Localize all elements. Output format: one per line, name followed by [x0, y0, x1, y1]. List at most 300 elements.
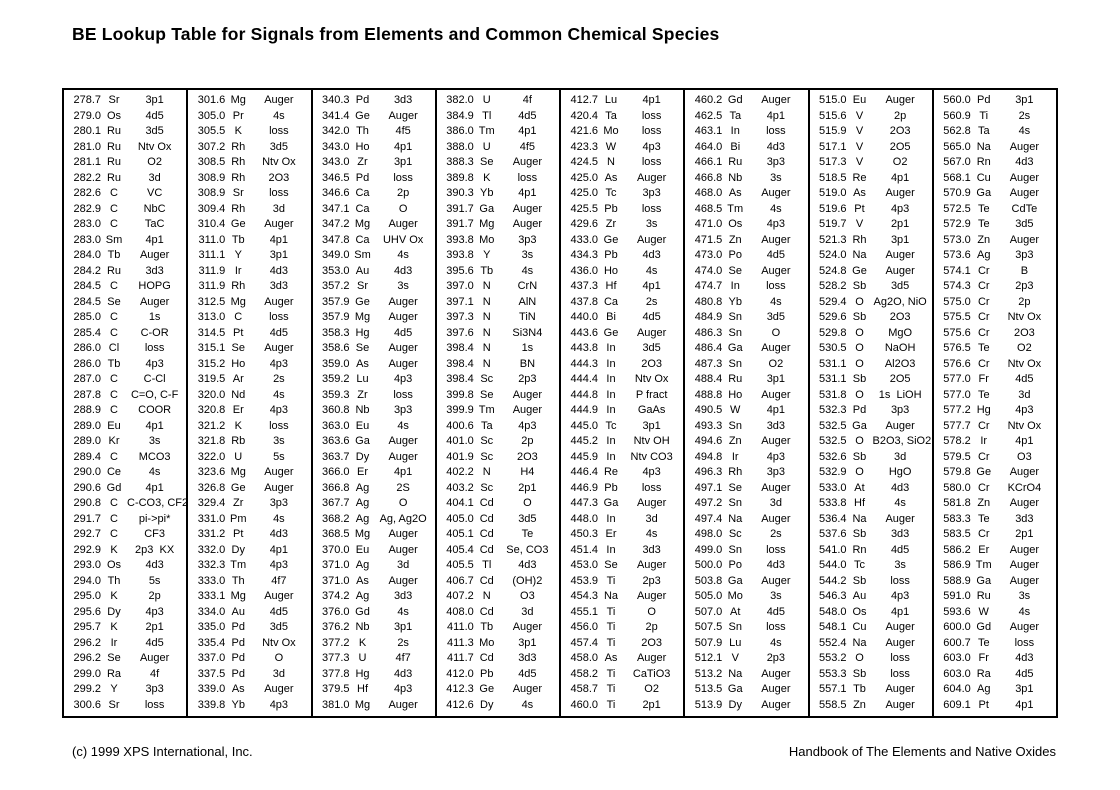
table-column-4 — [437, 90, 561, 716]
signal-label: 3d — [397, 559, 410, 572]
table-row — [314, 620, 434, 635]
copyright-text: (c) 1999 XPS International, Inc. — [72, 744, 253, 759]
element-symbol: Os — [728, 218, 743, 231]
element-symbol: Se — [107, 295, 121, 308]
table-row — [65, 248, 185, 263]
element-symbol: O — [855, 357, 864, 370]
be-value: 377.8 — [321, 667, 350, 680]
table-row — [562, 558, 682, 573]
element-symbol: Nd — [231, 388, 246, 401]
table-row — [562, 496, 682, 511]
page-title: BE Lookup Table for Signals from Elements and Common Chemical Species — [72, 24, 720, 44]
be-value: 282.9 — [73, 202, 101, 215]
element-symbol: Ga — [976, 574, 992, 587]
be-value: 296.2 — [73, 652, 101, 665]
table-row — [811, 326, 931, 341]
signal-label: Auger — [636, 652, 667, 665]
element-symbol: Te — [977, 218, 990, 231]
signal-label: loss — [393, 388, 413, 401]
signal-label: Auger — [264, 590, 294, 603]
be-value: 406.7 — [446, 574, 474, 587]
table-row — [686, 93, 806, 108]
element-symbol: Cr — [977, 419, 990, 432]
signal-label: 3s — [148, 435, 161, 448]
element-symbol: Ca — [355, 233, 370, 246]
element-symbol: Ga — [479, 202, 495, 215]
table-row — [686, 279, 806, 294]
signal-label: 4p3 — [766, 218, 786, 231]
signal-label: 2O3 — [268, 171, 290, 184]
signal-label: O3 — [1017, 450, 1032, 463]
table-row — [562, 543, 682, 558]
signal-label: 3s — [645, 218, 658, 231]
table-row — [811, 574, 931, 589]
element-symbol: Pt — [233, 528, 244, 541]
table-row — [438, 667, 558, 682]
table-row — [314, 574, 434, 589]
be-value: 463.1 — [694, 125, 723, 138]
signal-label: 3d3 — [1015, 512, 1034, 525]
table-row — [935, 341, 1055, 356]
element-symbol: O — [855, 326, 864, 339]
element-symbol: Se — [728, 481, 742, 494]
element-symbol: Mo — [727, 590, 743, 603]
element-symbol: Pt — [854, 202, 865, 215]
element-symbol: Ca — [355, 202, 370, 215]
table-row — [314, 434, 434, 449]
be-value: 315.1 — [197, 342, 226, 355]
element-symbol: N — [482, 342, 491, 355]
signal-label: Auger — [512, 683, 543, 696]
signal-label: 3s — [894, 559, 906, 572]
be-value: 412.3 — [446, 683, 474, 696]
signal-label: Auger — [761, 698, 791, 711]
table-row — [314, 388, 434, 403]
table-row — [438, 698, 558, 713]
be-value: 562.8 — [943, 125, 971, 138]
signal-label: 3s — [1018, 590, 1031, 603]
table-row — [562, 434, 682, 449]
element-symbol: Gd — [355, 605, 370, 618]
signal-label: AlN — [518, 295, 537, 308]
be-value: 346.6 — [321, 187, 350, 200]
be-value: 353.0 — [321, 264, 350, 277]
signal-label: Auger — [636, 326, 667, 339]
be-value: 343.0 — [321, 156, 350, 169]
be-value: 371.0 — [321, 574, 350, 587]
signal-label: 3p1 — [269, 249, 289, 262]
signal-label: Ntv Ox — [634, 373, 669, 386]
signal-label: 3d3 — [145, 264, 164, 277]
element-symbol: Ir — [731, 450, 739, 463]
signal-label: 4s — [148, 466, 161, 479]
be-value: 357.9 — [321, 295, 350, 308]
be-value: 447.3 — [570, 497, 598, 510]
table-row — [438, 465, 558, 480]
table-row — [438, 682, 558, 697]
table-row — [65, 682, 185, 697]
element-symbol: Ag — [355, 559, 370, 572]
element-symbol: O — [855, 342, 864, 355]
signal-label: 2O5 — [889, 373, 911, 386]
element-symbol: Ge — [355, 295, 370, 308]
table-row — [686, 202, 806, 217]
be-value: 331.2 — [197, 528, 226, 541]
be-value: 558.5 — [818, 698, 847, 711]
signal-label: H4 — [520, 466, 535, 479]
signal-label: Auger — [761, 574, 791, 587]
be-value: 443.6 — [570, 326, 598, 339]
table-row — [189, 419, 309, 434]
be-value: 513.9 — [694, 698, 723, 711]
be-value: 567.0 — [943, 156, 971, 169]
table-row — [811, 217, 931, 232]
signal-label: O3 — [520, 590, 535, 603]
signal-label: Ntv CO3 — [630, 450, 673, 463]
signal-label: 4p3 — [642, 140, 661, 153]
element-symbol: Kr — [108, 435, 120, 448]
table-row — [189, 527, 309, 542]
signal-label: loss — [641, 109, 662, 122]
signal-label: 4p1 — [766, 404, 786, 417]
signal-label: 4s — [397, 419, 409, 432]
be-value: 337.0 — [197, 652, 226, 665]
be-value: 577.2 — [943, 404, 971, 417]
signal-label: Auger — [139, 295, 170, 308]
be-value: 487.3 — [694, 357, 723, 370]
signal-label: 4p1 — [642, 280, 661, 293]
element-symbol: C — [110, 187, 118, 200]
signal-label: loss — [269, 187, 289, 200]
signal-label: Ntv Ox — [1007, 357, 1042, 370]
be-value: 576.5 — [943, 342, 971, 355]
table-row — [314, 310, 434, 325]
element-symbol: Ho — [231, 357, 246, 370]
table-row — [562, 388, 682, 403]
be-value: 397.0 — [446, 280, 474, 293]
be-value: 299.2 — [73, 683, 101, 696]
element-symbol: Sm — [105, 233, 123, 246]
be-value: 443.8 — [570, 342, 598, 355]
element-symbol: Sn — [728, 621, 742, 634]
be-value: 531.1 — [818, 373, 847, 386]
element-symbol: Cr — [977, 528, 990, 541]
element-symbol: C — [110, 497, 118, 510]
element-symbol: Tc — [605, 419, 617, 432]
be-value: 425.0 — [570, 171, 598, 184]
element-symbol: C — [110, 280, 118, 293]
table-row — [314, 202, 434, 217]
element-symbol: Yb — [480, 187, 494, 200]
element-symbol: Ir — [980, 435, 988, 448]
element-symbol: Cr — [977, 280, 990, 293]
signal-label: Auger — [512, 404, 543, 417]
be-value: 283.0 — [73, 218, 101, 231]
be-value: 357.9 — [321, 311, 350, 324]
be-value: 308.9 — [197, 187, 226, 200]
signal-label: Se, CO3 — [506, 543, 549, 556]
element-symbol: Pd — [355, 171, 370, 184]
element-symbol: K — [110, 543, 118, 556]
table-row — [811, 357, 931, 372]
signal-label: 3d5 — [766, 311, 786, 324]
element-symbol: Ru — [106, 125, 122, 138]
signal-label: 3s — [397, 280, 409, 293]
signal-label: loss — [1014, 636, 1035, 649]
be-value: 512.1 — [694, 652, 723, 665]
element-symbol: Cu — [852, 621, 867, 634]
element-symbol: Se — [604, 559, 618, 572]
element-symbol: Po — [728, 559, 742, 572]
signal-label: Auger — [1009, 171, 1040, 184]
element-symbol: Hg — [355, 326, 370, 339]
be-value: 321.8 — [197, 435, 226, 448]
be-value: 421.6 — [570, 125, 598, 138]
signal-label: GaAs — [637, 404, 666, 417]
element-symbol: Pr — [232, 109, 244, 122]
be-value: 284.5 — [73, 295, 101, 308]
be-value: 391.7 — [446, 202, 474, 215]
element-symbol: Rh — [231, 140, 246, 153]
be-value: 486.3 — [694, 326, 723, 339]
signal-label: Auger — [885, 419, 915, 432]
be-value: 578.2 — [943, 435, 971, 448]
table-row — [811, 682, 931, 697]
signal-label: Auger — [636, 233, 667, 246]
table-row — [686, 636, 806, 651]
element-symbol: N — [482, 326, 491, 339]
table-row — [438, 620, 558, 635]
signal-label: 3p1 — [890, 233, 910, 246]
be-value: 494.6 — [694, 435, 723, 448]
table-row — [189, 543, 309, 558]
element-symbol: Tm — [478, 404, 495, 417]
table-row — [65, 217, 185, 232]
element-symbol: V — [855, 156, 864, 169]
element-symbol: Tb — [107, 357, 121, 370]
element-symbol: Er — [978, 543, 990, 556]
be-value: 456.0 — [570, 621, 598, 634]
element-symbol: Mg — [230, 295, 246, 308]
be-value: 284.5 — [73, 280, 101, 293]
element-symbol: Ta — [729, 109, 742, 122]
be-value: 370.0 — [321, 543, 350, 556]
signal-label: Auger — [512, 621, 543, 634]
be-value: 287.8 — [73, 388, 101, 401]
be-value: 603.0 — [943, 667, 971, 680]
element-symbol: Sn — [728, 497, 742, 510]
be-value: 281.0 — [73, 140, 101, 153]
be-value: 460.2 — [694, 94, 723, 107]
table-row — [314, 512, 434, 527]
table-row — [438, 310, 558, 325]
be-value: 473.0 — [694, 249, 723, 262]
table-column-2 — [188, 90, 312, 716]
table-row — [314, 217, 434, 232]
element-symbol: Tb — [107, 249, 121, 262]
signal-label: 4p1 — [642, 94, 661, 107]
element-symbol: Sn — [728, 311, 742, 324]
element-symbol: Te — [977, 342, 990, 355]
table-row — [189, 481, 309, 496]
table-row — [189, 217, 309, 232]
element-symbol: Sb — [852, 450, 867, 463]
be-value: 308.5 — [197, 156, 226, 169]
table-row — [189, 558, 309, 573]
table-row — [935, 481, 1055, 496]
table-row — [65, 465, 185, 480]
signal-label: Auger — [388, 311, 418, 324]
element-symbol: Rh — [231, 202, 246, 215]
be-value: 405.4 — [446, 543, 474, 556]
signal-label: O — [771, 326, 781, 339]
table-row — [562, 186, 682, 201]
element-symbol: V — [855, 218, 864, 231]
be-value: 358.3 — [321, 326, 350, 339]
signal-label: Auger — [761, 94, 791, 107]
be-value: 560.9 — [943, 109, 971, 122]
signal-label: O2 — [1017, 342, 1032, 355]
signal-label: 2p — [1018, 295, 1031, 308]
element-symbol: Sm — [354, 249, 371, 262]
table-column-1 — [64, 90, 188, 716]
element-symbol: Tc — [854, 559, 865, 572]
table-row — [438, 341, 558, 356]
table-row — [438, 264, 558, 279]
be-value: 457.4 — [570, 636, 598, 649]
signal-label: 3s — [273, 435, 285, 448]
be-value: 321.2 — [197, 419, 226, 432]
table-row — [811, 496, 931, 511]
table-row — [314, 527, 434, 542]
signal-label: 4p1 — [145, 481, 164, 494]
table-row — [562, 155, 682, 170]
be-value: 288.9 — [73, 404, 101, 417]
signal-label: BN — [519, 357, 536, 370]
signal-label: 4d5 — [1015, 667, 1034, 680]
be-value: 332.0 — [197, 543, 226, 556]
table-row — [811, 419, 931, 434]
be-value: 377.3 — [321, 652, 350, 665]
element-symbol: Ru — [106, 140, 122, 153]
table-row — [189, 496, 309, 511]
be-value: 436.0 — [570, 264, 598, 277]
signal-label: 4d5 — [518, 109, 537, 122]
table-row — [438, 140, 558, 155]
signal-label: O2 — [892, 156, 908, 169]
element-symbol: Tc — [605, 187, 617, 200]
signal-label: 4s — [645, 528, 658, 541]
element-symbol: Yb — [231, 698, 245, 711]
element-symbol: Er — [357, 466, 368, 479]
element-symbol: C — [110, 373, 118, 386]
signal-label: Auger — [761, 667, 791, 680]
be-value: 576.6 — [943, 357, 971, 370]
table-row — [314, 109, 434, 124]
signal-label: 3p3 — [393, 404, 413, 417]
be-value: 488.4 — [694, 373, 723, 386]
table-row — [686, 512, 806, 527]
be-value: 557.1 — [818, 683, 847, 696]
element-symbol: Th — [231, 574, 245, 587]
be-value: 488.8 — [694, 388, 723, 401]
element-symbol: Pd — [231, 636, 245, 649]
table-row — [314, 465, 434, 480]
signal-label: Auger — [264, 94, 294, 107]
element-symbol: As — [604, 171, 618, 184]
table-column-3 — [313, 90, 437, 716]
signal-label: Te — [521, 528, 534, 541]
table-row — [686, 465, 806, 480]
table-row — [686, 620, 806, 635]
signal-label: 4d5 — [145, 636, 164, 649]
be-value: 305.0 — [197, 109, 226, 122]
table-row — [65, 233, 185, 248]
table-row — [65, 341, 185, 356]
element-symbol: N — [482, 311, 491, 324]
signal-label: Ntv Ox — [137, 140, 172, 153]
signal-label: 4s — [273, 512, 285, 525]
table-row — [562, 698, 682, 713]
table-row — [935, 605, 1055, 620]
element-symbol: Tm — [478, 125, 495, 138]
be-value: 399.8 — [446, 388, 474, 401]
be-value: 335.0 — [197, 621, 226, 634]
element-symbol: Sc — [480, 435, 494, 448]
table-row — [314, 450, 434, 465]
element-symbol: Zr — [605, 218, 617, 231]
element-symbol: Ge — [230, 481, 246, 494]
table-row — [811, 155, 931, 170]
table-row — [935, 682, 1055, 697]
table-row — [562, 217, 682, 232]
be-value: 346.5 — [321, 171, 350, 184]
element-symbol: Sr — [232, 187, 244, 200]
be-value: 444.8 — [570, 388, 598, 401]
element-symbol: Hf — [605, 280, 617, 293]
be-value: 281.1 — [73, 156, 101, 169]
signal-label: Auger — [388, 574, 418, 587]
table-row — [562, 326, 682, 341]
be-value: 376.0 — [321, 605, 350, 618]
table-row — [686, 698, 806, 713]
table-row — [935, 388, 1055, 403]
be-value: 331.0 — [197, 512, 226, 525]
table-row — [686, 667, 806, 682]
table-row — [562, 202, 682, 217]
element-symbol: Mo — [603, 125, 619, 138]
table-row — [438, 295, 558, 310]
be-value: 284.0 — [73, 249, 101, 262]
be-value: 444.4 — [570, 373, 598, 386]
table-row — [65, 295, 185, 310]
element-symbol: Dy — [107, 605, 121, 618]
be-value: 553.3 — [818, 667, 847, 680]
element-symbol: U — [358, 652, 367, 665]
signal-label: 4s — [397, 605, 409, 618]
signal-label: loss — [641, 156, 662, 169]
be-value: 395.6 — [446, 264, 474, 277]
signal-label: Auger — [885, 683, 915, 696]
table-row — [438, 512, 558, 527]
signal-label: C-OR — [140, 326, 169, 339]
signal-label: Ntv Ox — [262, 156, 296, 169]
element-symbol: Sr — [108, 698, 120, 711]
signal-label: Auger — [885, 512, 915, 525]
signal-label: 4s — [1018, 605, 1031, 618]
signal-label: 2O3 — [641, 357, 663, 370]
signal-label: 3p1 — [766, 373, 786, 386]
